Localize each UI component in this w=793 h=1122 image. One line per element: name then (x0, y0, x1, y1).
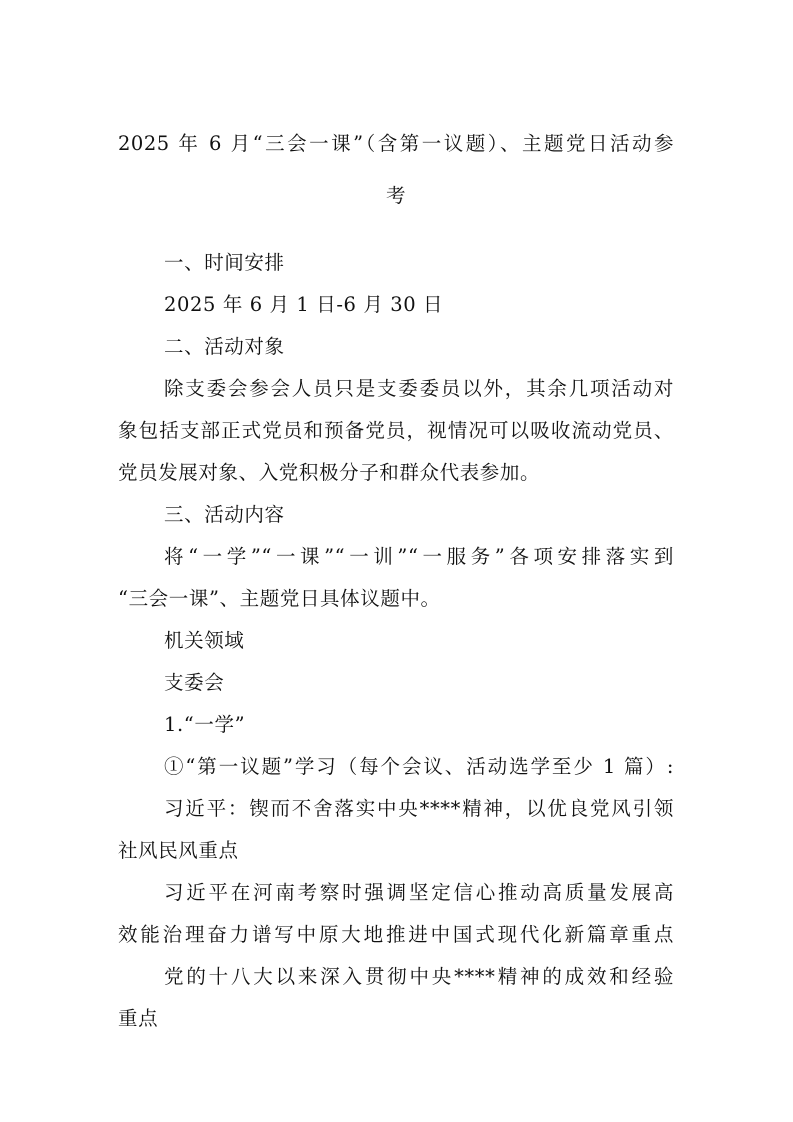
section2-paragraph-line1: 除支委会参会人员只是支委委员以外，其余几项活动对 (164, 377, 674, 400)
subheading-field: 机关领域 (164, 629, 245, 652)
section3-heading: 三、活动内容 (164, 503, 285, 526)
section3-paragraph-line2: “三会一课”、主题党日具体议题中。 (118, 587, 441, 610)
item1-heading: 1.“一学” (164, 713, 246, 736)
section2-paragraph-line2: 象包括支部正式党员和预备党员，视情况可以吸收流动党员、 (118, 419, 674, 442)
study-item1-line1: 习近平：锲而不舍落实中央****精神，以优良党风引领 (164, 797, 674, 820)
section3-paragraph-line1: 将“一学”“一课”“一训”“一服务”各项安排落实到 (164, 545, 674, 568)
study-item1-line2: 社风民风重点 (118, 839, 239, 862)
study-item2-line2: 效能治理奋力谱写中原大地推进中国式现代化新篇章重点 (118, 923, 674, 946)
study-item3-line1: 党的十八大以来深入贯彻中央****精神的成效和经验 (164, 965, 674, 988)
study-item3-line2: 重点 (118, 1007, 159, 1030)
study-item2-line1: 习近平在河南考察时强调坚定信心推动高质量发展高 (164, 881, 674, 904)
section1-text: 2025 年 6 月 1 日-6 月 30 日 (164, 293, 444, 316)
section2-heading: 二、活动对象 (164, 335, 285, 358)
item1-subitem1: ①“第一议题”学习（每个会议、活动选学至少 1 篇）: (164, 755, 674, 778)
section2-paragraph-line3: 党员发展对象、入党积极分子和群众代表参加。 (118, 461, 541, 484)
subheading-meeting: 支委会 (164, 671, 225, 694)
document-title-line1: 2025 年 6 月“三会一课”（含第一议题）、主题党日活动参 (118, 132, 674, 155)
document-title-line2: 考 (386, 184, 407, 207)
section1-heading: 一、时间安排 (164, 251, 285, 274)
